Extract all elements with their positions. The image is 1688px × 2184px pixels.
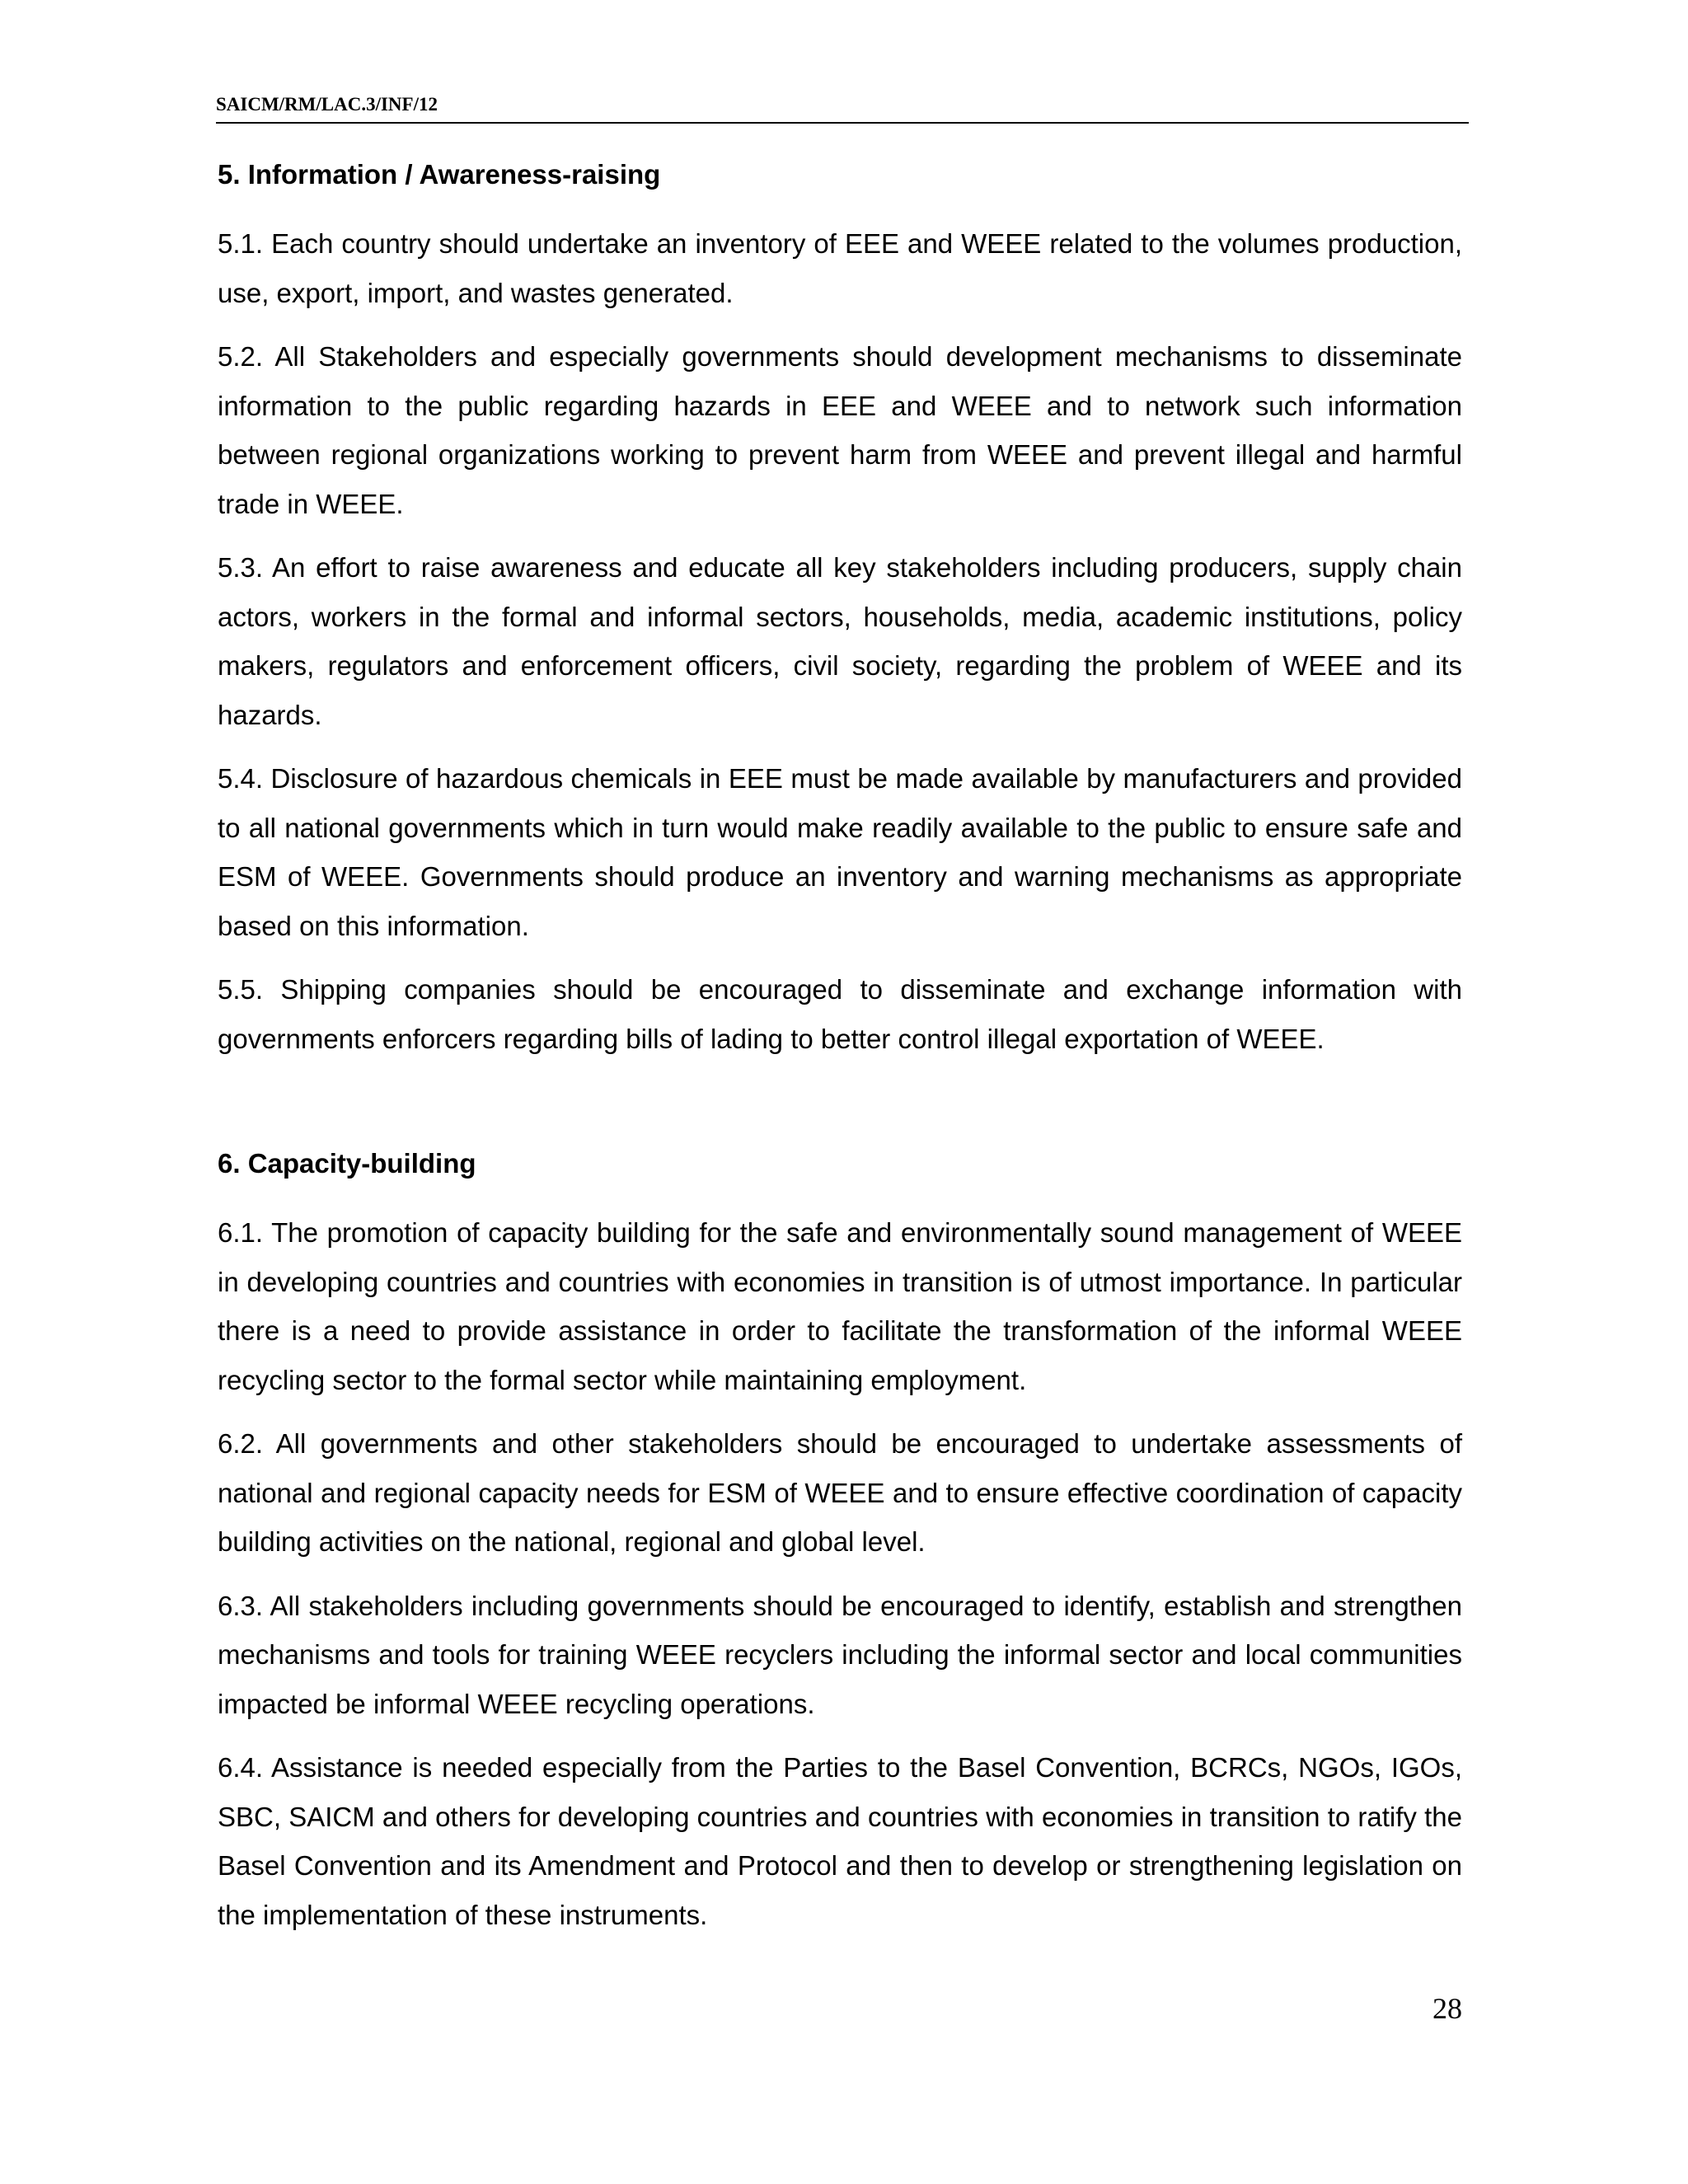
section-heading: 5. Information / Awareness-raising [218,159,661,190]
paragraph-6-4: 6.4. Assistance is needed especially from the Parties to the Basel Convention, BCRCs, NGOs, IGOs, SBC, SAICM and others for developing countries and countries with economies in transition to ratify the Basel Convention and its Amendment and Protocol and then to develop or strengthening legislation on the implementation of these instruments. [218,1752,1462,1930]
section-information-awareness [218,155,1462,1063]
paragraph-5-1: 5.1. Each country should undertake an inventory of EEE and WEEE related to the volumes production, use, export, import, and wastes generated. [218,228,1462,308]
section-capacity-building [218,1144,1462,1939]
section-spacer [218,1078,1462,1144]
paragraph-5-3: 5.3. An effort to raise awareness and educate all key stakeholders including producers, supply chain actors, workers in the formal and informal sectors, households, media, academic institutions, policy makers, regulators and enforcement officers, civil society, regarding the problem of WEEE and its hazards. [218,552,1462,730]
paragraph-5-4: 5.4. Disclosure of hazardous chemicals in EEE must be made available by manufacturers and provided to all national governments which in turn would make readily available to the public to ensure safe and ESM of WEEE. Governments should produce an inventory and warning mechanisms as appropriate based on this information. [218,763,1462,941]
section-heading: 6. Capacity-building [218,1148,476,1179]
paragraph-6-3: 6.3. All stakeholders including governments should be encouraged to identify, establish and strengthen mechanisms and tools for training WEEE recyclers including the informal sector and local communities impacted be informal WEEE recycling operations. [218,1590,1462,1719]
paragraph-5-2: 5.2. All Stakeholders and especially governments should development mechanisms to disseminate information to the public regarding hazards in EEE and WEEE and to network such information between regional organizations working to prevent harm from WEEE and prevent illegal and harmful trade in WEEE. [218,341,1462,519]
document-header [216,92,1469,124]
document-body [218,155,1462,1954]
paragraph-6-2: 6.2. All governments and other stakeholders should be encouraged to undertake assessments of national and regional capacity needs for ESM of WEEE and to ensure effective coordination of capacity building activities on the national, regional and global level. [218,1428,1462,1557]
paragraph-5-5: 5.5. Shipping companies should be encouraged to disseminate and exchange information with governments enforcers regarding bills of lading to better control illegal exportation of WEEE. [218,974,1462,1054]
document-symbol: SAICM/RM/LAC.3/INF/12 [216,94,438,115]
paragraph-6-1: 6.1. The promotion of capacity building for the safe and environmentally sound management of WEEE in developing countries and countries with economies in transition is of utmost importance. In particular there is a need to provide assistance in order to facilitate the transformation of the informal WEEE recycling sector to the formal sector while maintaining employment. [218,1217,1462,1395]
page-number: 28 [1432,1992,1462,2025]
